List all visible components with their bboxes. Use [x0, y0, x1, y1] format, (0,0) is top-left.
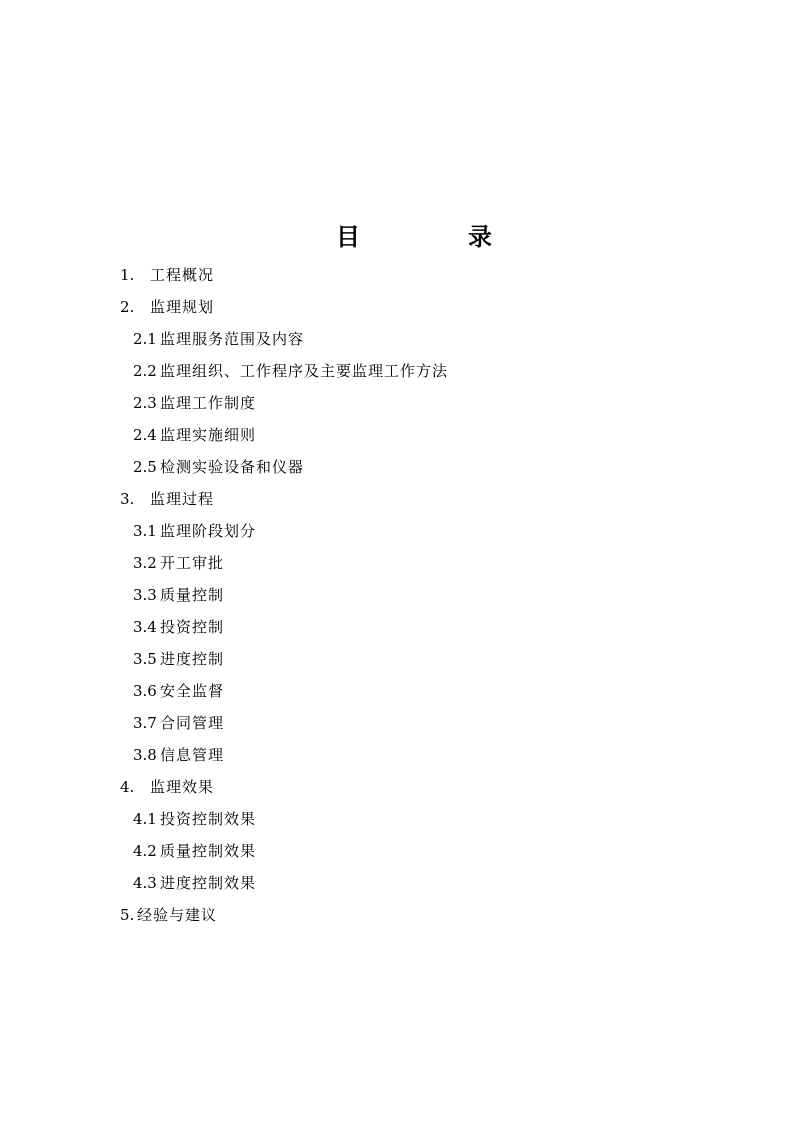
toc-entry-1[interactable]	[0, 259, 794, 291]
toc-number: 3.3	[133, 586, 157, 604]
toc-entry-3-6[interactable]	[0, 675, 794, 707]
toc-entry-2-5[interactable]	[0, 451, 794, 483]
toc-label: 信息管理	[160, 746, 225, 764]
toc-number: 4.3	[133, 874, 157, 892]
toc-number: 3.4	[133, 618, 157, 636]
toc-entry-2-4[interactable]	[0, 419, 794, 451]
toc-number: 2.4	[133, 426, 157, 444]
toc-label: 监理服务范围及内容	[160, 330, 305, 348]
toc-label: 监理工作制度	[160, 394, 257, 412]
toc-entry-2[interactable]	[0, 291, 794, 323]
toc-number: 1.	[120, 266, 135, 284]
toc-number: 3.2	[133, 554, 157, 572]
table-of-contents	[0, 259, 794, 931]
toc-number: 3.8	[133, 746, 157, 764]
toc-label: 进度控制效果	[160, 874, 257, 892]
toc-label: 监理组织、工作程序及主要监理工作方法	[160, 362, 449, 380]
toc-number: 5.	[120, 906, 135, 924]
toc-label: 质量控制效果	[160, 842, 257, 860]
toc-label: 检测实验设备和仪器	[160, 458, 305, 476]
toc-label: 监理过程	[150, 490, 215, 508]
toc-label: 安全监督	[160, 682, 225, 700]
toc-entry-3-3[interactable]	[0, 579, 794, 611]
toc-number: 2.2	[133, 362, 157, 380]
toc-entry-3-7[interactable]	[0, 707, 794, 739]
toc-number: 4.1	[133, 810, 157, 828]
toc-entry-4-1[interactable]	[0, 803, 794, 835]
toc-number: 3.5	[133, 650, 157, 668]
toc-label: 经验与建议	[137, 906, 218, 924]
toc-entry-3[interactable]	[0, 483, 794, 515]
page-title	[0, 220, 794, 254]
toc-label: 质量控制	[160, 586, 225, 604]
toc-label: 监理规划	[150, 298, 215, 316]
toc-number: 2.5	[133, 458, 157, 476]
toc-number: 3.6	[133, 682, 157, 700]
toc-number: 3.	[120, 490, 135, 508]
title-char-lu: 录	[468, 223, 492, 251]
toc-number: 2.1	[133, 330, 157, 348]
toc-number: 3.7	[133, 714, 157, 732]
toc-entry-4-2[interactable]	[0, 835, 794, 867]
toc-entry-2-2[interactable]	[0, 355, 794, 387]
toc-entry-2-3[interactable]	[0, 387, 794, 419]
toc-label: 投资控制效果	[160, 810, 257, 828]
toc-entry-3-8[interactable]	[0, 739, 794, 771]
toc-entry-3-4[interactable]	[0, 611, 794, 643]
toc-label: 开工审批	[160, 554, 225, 572]
toc-entry-4-3[interactable]	[0, 867, 794, 899]
toc-number: 4.2	[133, 842, 157, 860]
toc-label: 投资控制	[160, 618, 225, 636]
toc-label: 监理实施细则	[160, 426, 257, 444]
toc-entry-3-1[interactable]	[0, 515, 794, 547]
toc-entry-3-2[interactable]	[0, 547, 794, 579]
toc-label: 监理阶段划分	[160, 522, 257, 540]
toc-number: 4.	[120, 778, 135, 796]
toc-entry-4[interactable]	[0, 771, 794, 803]
toc-label: 合同管理	[160, 714, 225, 732]
toc-label: 监理效果	[150, 778, 215, 796]
toc-label: 工程概况	[150, 266, 215, 284]
toc-number: 3.1	[133, 522, 157, 540]
toc-entry-2-1[interactable]	[0, 323, 794, 355]
toc-entry-5[interactable]	[0, 899, 794, 931]
toc-label: 进度控制	[160, 650, 225, 668]
title-char-mu: 目	[336, 223, 360, 251]
toc-number: 2.3	[133, 394, 157, 412]
toc-number: 2.	[120, 298, 135, 316]
toc-entry-3-5[interactable]	[0, 643, 794, 675]
